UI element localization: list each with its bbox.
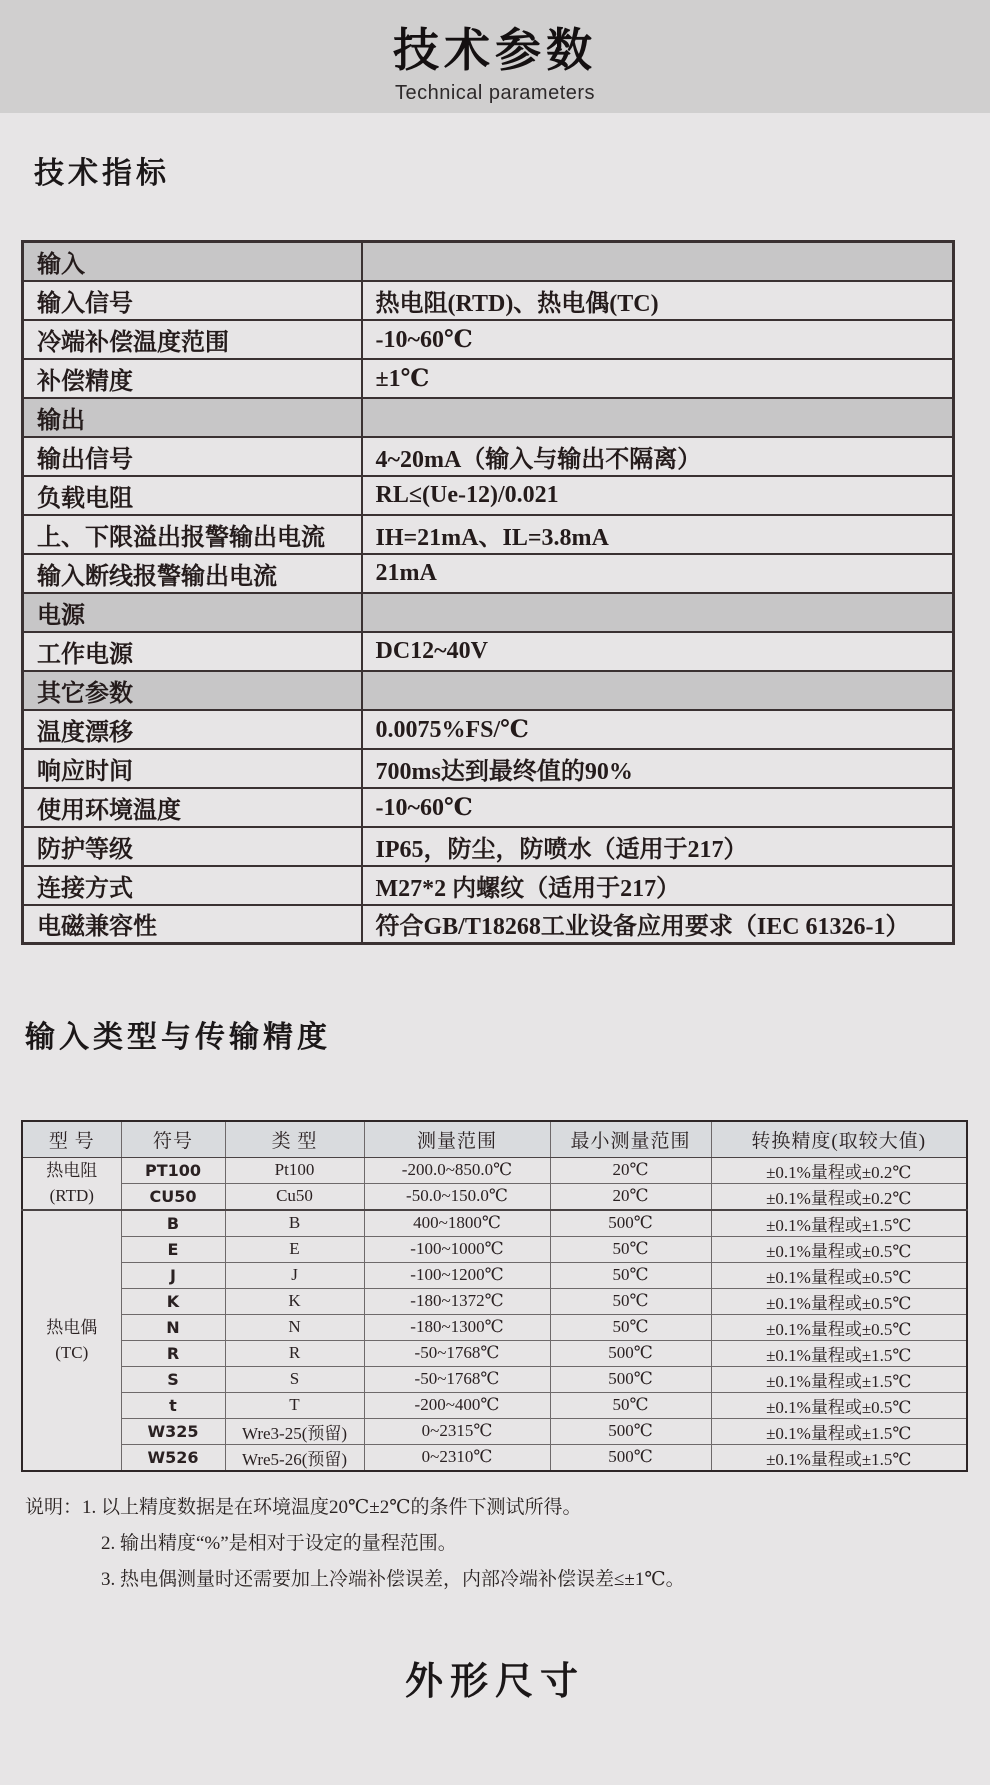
page-subtitle: Technical parameters bbox=[394, 82, 596, 104]
types-header-row bbox=[22, 1121, 967, 1157]
page-title: 技术参数 bbox=[393, 24, 597, 76]
spec-row-label: 负载电阻 bbox=[23, 476, 362, 515]
spec-section-label: 电源 bbox=[23, 593, 362, 632]
spec-section-value bbox=[362, 398, 954, 437]
range-cell: -50~1768℃ bbox=[364, 1340, 550, 1366]
spec-row-label: 连接方式 bbox=[23, 866, 362, 905]
min-range-cell: 500℃ bbox=[550, 1340, 711, 1366]
range-cell: -180~1372℃ bbox=[364, 1288, 550, 1314]
spec-row-value: RL≤(Ue-12)/0.021 bbox=[362, 476, 954, 515]
spec-section-row bbox=[23, 671, 954, 710]
section-heading-tech-specs: 技术指标 bbox=[34, 157, 170, 190]
min-range-cell: 500℃ bbox=[550, 1418, 711, 1444]
type-cell: Wre5-26(预留) bbox=[225, 1444, 364, 1471]
types-table bbox=[21, 1120, 968, 1472]
range-cell: -50.0~150.0℃ bbox=[364, 1183, 550, 1210]
spec-row-value: 700ms达到最终值的90% bbox=[362, 749, 954, 788]
spec-row bbox=[23, 437, 954, 476]
types-row bbox=[22, 1236, 967, 1262]
spec-table-body bbox=[23, 242, 954, 944]
model-group-rtd-cell bbox=[22, 1157, 121, 1210]
spec-row bbox=[23, 320, 954, 359]
accuracy-cell: ±0.1%量程或±0.5℃ bbox=[711, 1236, 967, 1262]
range-cell: -180~1300℃ bbox=[364, 1314, 550, 1340]
type-cell: T bbox=[225, 1392, 364, 1418]
note-text: 1. 以上精度数据是在环境温度20℃±2℃的条件下测试所得。 bbox=[82, 1497, 582, 1518]
accuracy-cell: ±0.1%量程或±0.5℃ bbox=[711, 1314, 967, 1340]
spec-row bbox=[23, 866, 954, 905]
type-cell: E bbox=[225, 1236, 364, 1262]
spec-section-row bbox=[23, 593, 954, 632]
types-row bbox=[22, 1183, 967, 1210]
spec-row-value: -10~60℃ bbox=[362, 788, 954, 827]
types-table-head bbox=[22, 1121, 967, 1157]
spec-section-row bbox=[23, 398, 954, 437]
min-range-cell: 500℃ bbox=[550, 1444, 711, 1471]
types-header-accuracy: 转换精度(取较大值) bbox=[711, 1121, 967, 1157]
type-cell: N bbox=[225, 1314, 364, 1340]
range-cell: 0~2315℃ bbox=[364, 1418, 550, 1444]
min-range-cell: 20℃ bbox=[550, 1183, 711, 1210]
types-header-min-range: 最小测量范围 bbox=[550, 1121, 711, 1157]
types-table-body bbox=[22, 1157, 967, 1471]
notes-label: 说明： bbox=[25, 1497, 83, 1518]
accuracy-cell: ±0.1%量程或±0.5℃ bbox=[711, 1392, 967, 1418]
types-row bbox=[22, 1340, 967, 1366]
spec-row-label: 冷端补偿温度范围 bbox=[23, 320, 362, 359]
types-row bbox=[22, 1157, 967, 1183]
note-line-1 bbox=[25, 1490, 975, 1526]
spec-row-value: ±1℃ bbox=[362, 359, 954, 398]
spec-row-value: M27*2 内螺纹（适用于217） bbox=[362, 866, 954, 905]
spec-row bbox=[23, 827, 954, 866]
accuracy-cell: ±0.1%量程或±1.5℃ bbox=[711, 1418, 967, 1444]
section-heading-dimensions: 外形尺寸 bbox=[404, 1661, 585, 1703]
type-cell: Wre3-25(预留) bbox=[225, 1418, 364, 1444]
accuracy-cell: ±0.1%量程或±1.5℃ bbox=[711, 1366, 967, 1392]
spec-section-value bbox=[362, 242, 954, 281]
spec-section-label: 输入 bbox=[23, 242, 362, 281]
accuracy-cell: ±0.1%量程或±0.5℃ bbox=[711, 1262, 967, 1288]
range-cell: -50~1768℃ bbox=[364, 1366, 550, 1392]
range-cell: 400~1800℃ bbox=[364, 1210, 550, 1237]
spec-row-label: 输出信号 bbox=[23, 437, 362, 476]
types-row bbox=[22, 1314, 967, 1340]
spec-row bbox=[23, 905, 954, 944]
types-row bbox=[22, 1288, 967, 1314]
accuracy-cell: ±0.1%量程或±0.5℃ bbox=[711, 1288, 967, 1314]
spec-row-label: 补偿精度 bbox=[23, 359, 362, 398]
spec-row-label: 使用环境温度 bbox=[23, 788, 362, 827]
spec-row bbox=[23, 515, 954, 554]
types-row bbox=[22, 1392, 967, 1418]
types-header-symbol: 符号 bbox=[121, 1121, 225, 1157]
symbol-cell: N bbox=[121, 1314, 225, 1340]
spec-row-value: -10~60℃ bbox=[362, 320, 954, 359]
section-heading-input-types: 输入类型与传输精度 bbox=[25, 1021, 331, 1054]
symbol-cell: R bbox=[121, 1340, 225, 1366]
spec-row bbox=[23, 632, 954, 671]
type-cell: Pt100 bbox=[225, 1157, 364, 1183]
symbol-cell: E bbox=[121, 1236, 225, 1262]
types-header-range: 测量范围 bbox=[364, 1121, 550, 1157]
spec-row bbox=[23, 788, 954, 827]
spec-section-row bbox=[23, 242, 954, 281]
accuracy-cell: ±0.1%量程或±1.5℃ bbox=[711, 1340, 967, 1366]
spec-row-label: 工作电源 bbox=[23, 632, 362, 671]
min-range-cell: 50℃ bbox=[550, 1288, 711, 1314]
spec-row-label: 温度漂移 bbox=[23, 710, 362, 749]
notes bbox=[25, 1490, 975, 1598]
accuracy-cell: ±0.1%量程或±1.5℃ bbox=[711, 1444, 967, 1471]
spec-table bbox=[21, 240, 955, 945]
note-line-3: 3. 热电偶测量时还需要加上冷端补偿误差，内部冷端补偿误差≤±1℃。 bbox=[101, 1569, 685, 1590]
note-line-2: 2. 输出精度“%”是相对于设定的量程范围。 bbox=[101, 1533, 457, 1554]
symbol-cell: W526 bbox=[121, 1444, 225, 1471]
range-cell: -200.0~850.0℃ bbox=[364, 1157, 550, 1183]
spec-row-label: 防护等级 bbox=[23, 827, 362, 866]
model-group-sub: (RTD) bbox=[49, 1186, 94, 1205]
spec-section-label: 其它参数 bbox=[23, 671, 362, 710]
symbol-cell: t bbox=[121, 1392, 225, 1418]
spec-section-value bbox=[362, 671, 954, 710]
types-header-type: 类 型 bbox=[225, 1121, 364, 1157]
type-cell: R bbox=[225, 1340, 364, 1366]
symbol-cell: K bbox=[121, 1288, 225, 1314]
types-header-model: 型 号 bbox=[22, 1121, 121, 1157]
symbol-cell: B bbox=[121, 1210, 225, 1237]
symbol-cell: J bbox=[121, 1262, 225, 1288]
spec-section-label: 输出 bbox=[23, 398, 362, 437]
symbol-cell: S bbox=[121, 1366, 225, 1392]
spec-row-label: 电磁兼容性 bbox=[23, 905, 362, 944]
model-group-tc-cell bbox=[22, 1210, 121, 1471]
spec-row bbox=[23, 710, 954, 749]
type-cell: K bbox=[225, 1288, 364, 1314]
spec-row-label: 输入断线报警输出电流 bbox=[23, 554, 362, 593]
spec-row bbox=[23, 554, 954, 593]
symbol-cell: W325 bbox=[121, 1418, 225, 1444]
spec-row-label: 响应时间 bbox=[23, 749, 362, 788]
spec-row-value: 4~20mA（输入与输出不隔离） bbox=[362, 437, 954, 476]
min-range-cell: 20℃ bbox=[550, 1157, 711, 1183]
spec-row bbox=[23, 749, 954, 788]
types-row bbox=[22, 1210, 967, 1237]
model-group-name: 热电阻 bbox=[46, 1161, 98, 1180]
type-cell: Cu50 bbox=[225, 1183, 364, 1210]
spec-row bbox=[23, 359, 954, 398]
min-range-cell: 500℃ bbox=[550, 1366, 711, 1392]
types-row bbox=[22, 1366, 967, 1392]
range-cell: -200~400℃ bbox=[364, 1392, 550, 1418]
symbol-cell: CU50 bbox=[121, 1183, 225, 1210]
spec-row-value: 0.0075%FS/℃ bbox=[362, 710, 954, 749]
spec-row-value: 21mA bbox=[362, 554, 954, 593]
types-row bbox=[22, 1418, 967, 1444]
model-group-sub: (TC) bbox=[55, 1343, 89, 1362]
model-group-name: 热电偶 bbox=[46, 1318, 98, 1337]
spec-row-value: IP65，防尘，防喷水（适用于217） bbox=[362, 827, 954, 866]
range-cell: -100~1200℃ bbox=[364, 1262, 550, 1288]
min-range-cell: 50℃ bbox=[550, 1314, 711, 1340]
type-cell: S bbox=[225, 1366, 364, 1392]
type-cell: J bbox=[225, 1262, 364, 1288]
min-range-cell: 50℃ bbox=[550, 1236, 711, 1262]
header-banner bbox=[0, 0, 990, 113]
spec-row-value: 热电阻(RTD)、热电偶(TC) bbox=[362, 281, 954, 320]
types-row bbox=[22, 1444, 967, 1471]
spec-row bbox=[23, 281, 954, 320]
type-cell: B bbox=[225, 1210, 364, 1237]
spec-row bbox=[23, 476, 954, 515]
spec-row-label: 输入信号 bbox=[23, 281, 362, 320]
min-range-cell: 50℃ bbox=[550, 1392, 711, 1418]
min-range-cell: 50℃ bbox=[550, 1262, 711, 1288]
accuracy-cell: ±0.1%量程或±0.2℃ bbox=[711, 1157, 967, 1183]
spec-row-value: DC12~40V bbox=[362, 632, 954, 671]
symbol-cell: PT100 bbox=[121, 1157, 225, 1183]
spec-row-label: 上、下限溢出报警输出电流 bbox=[23, 515, 362, 554]
accuracy-cell: ±0.1%量程或±1.5℃ bbox=[711, 1210, 967, 1237]
accuracy-cell: ±0.1%量程或±0.2℃ bbox=[711, 1183, 967, 1210]
range-cell: 0~2310℃ bbox=[364, 1444, 550, 1471]
types-row bbox=[22, 1262, 967, 1288]
range-cell: -100~1000℃ bbox=[364, 1236, 550, 1262]
spec-row-value: IH=21mA、IL=3.8mA bbox=[362, 515, 954, 554]
spec-row-value: 符合GB/T18268工业设备应用要求（IEC 61326-1） bbox=[362, 905, 954, 944]
spec-section-value bbox=[362, 593, 954, 632]
min-range-cell: 500℃ bbox=[550, 1210, 711, 1237]
